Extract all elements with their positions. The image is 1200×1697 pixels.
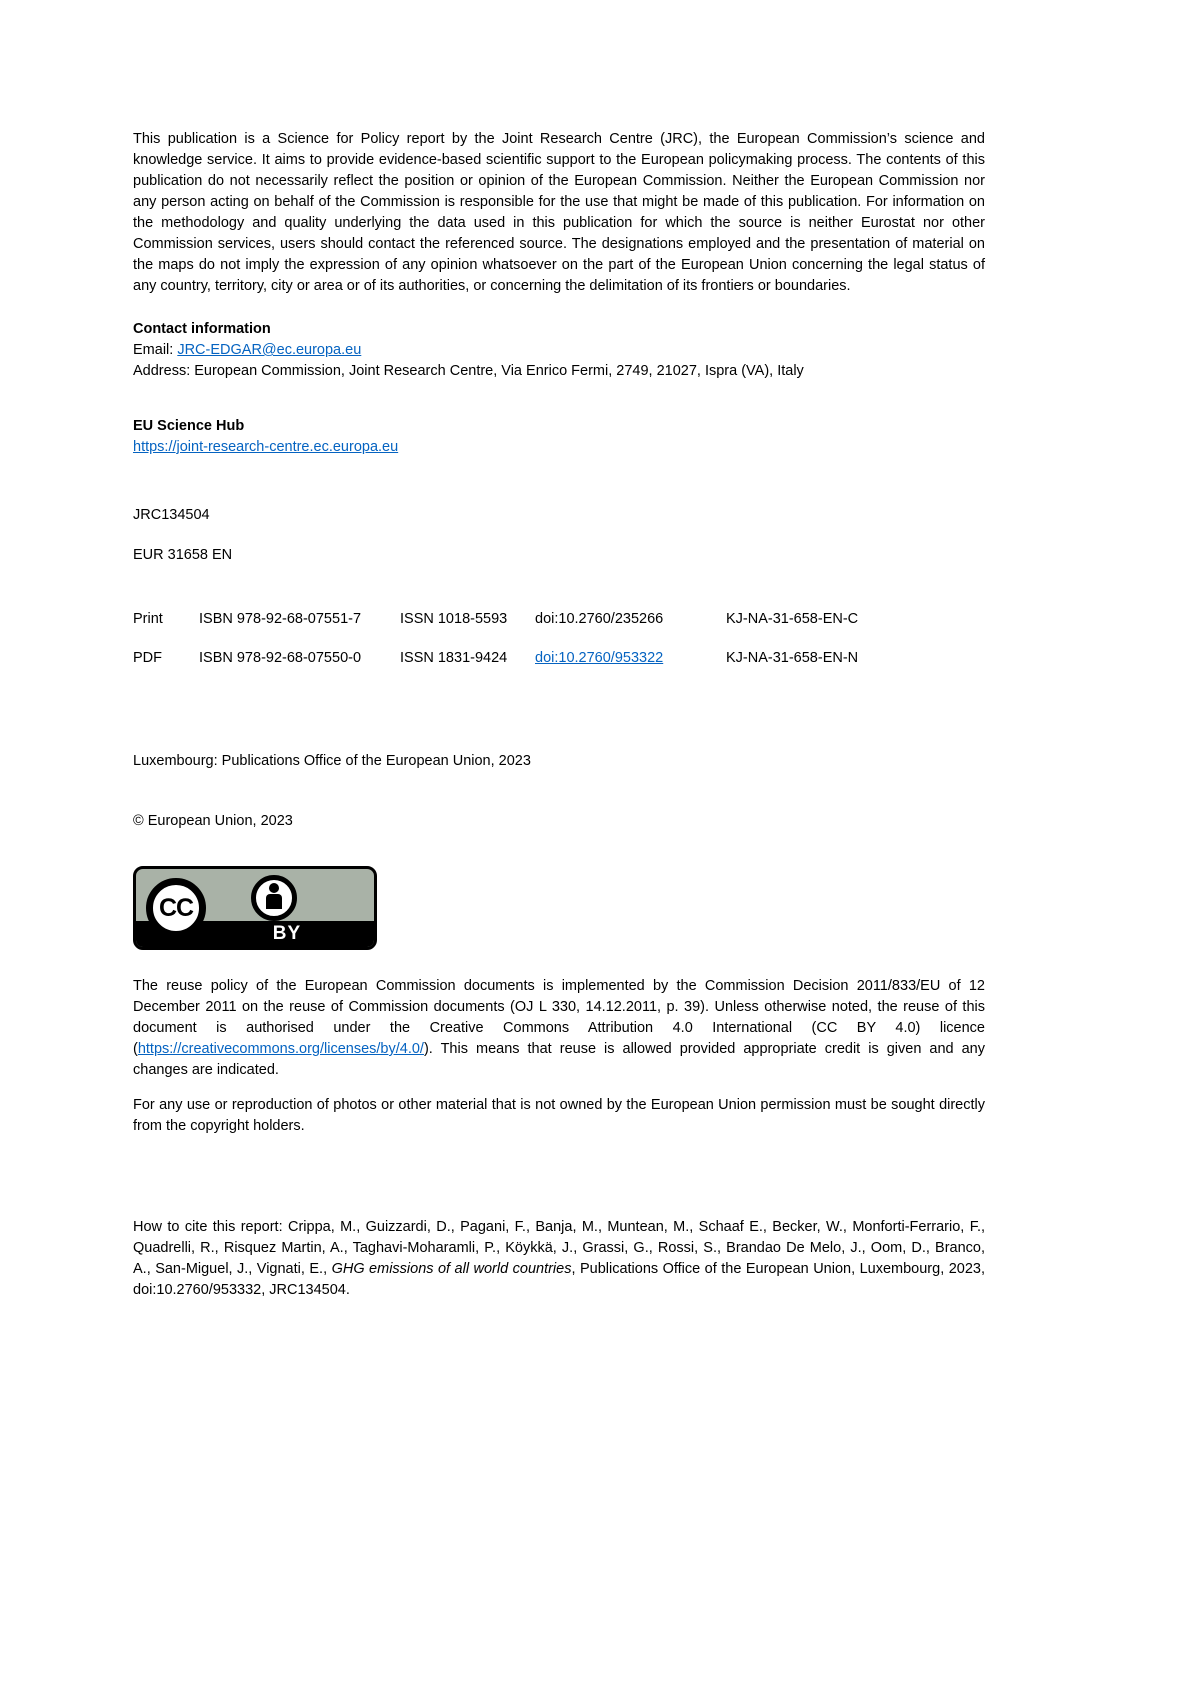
cc-icon: CC [146, 878, 206, 938]
doi-cell: doi:10.2760/235266 [535, 611, 664, 627]
cc-by-label: BY [272, 923, 302, 944]
page-content [133, 129, 985, 1301]
copyright-line: © European Union, 2023 [133, 813, 293, 829]
contact-email-line [133, 340, 985, 361]
eu-science-hub-line [133, 437, 985, 458]
email-label: Email: [133, 342, 178, 358]
format-cell: PDF [133, 650, 162, 666]
contact-address-line: Address: European Commission, Joint Research Centre, Via Enrico Fermi, 2749, 21027, Ispra (VA), Italy [133, 363, 804, 379]
citation-report-title: GHG emissions of all world countries [331, 1261, 572, 1277]
contact-heading: Contact information [133, 321, 271, 337]
citation-text [133, 1217, 985, 1301]
issn-cell: ISSN 1831-9424 [400, 650, 508, 666]
format-cell: Print [133, 611, 163, 627]
isbn-cell: ISBN 978-92-68-07550-0 [199, 650, 362, 666]
citation-after-title: , Publications Office of the European Union, Luxembourg, 2023, doi:10.2760/953332, JRC134504. [133, 1261, 985, 1298]
cc-license-link[interactable]: https://creativecommons.org/licenses/by/4.0/ [137, 1041, 424, 1057]
pdf-doi-link[interactable]: doi:10.2760/953322 [535, 650, 664, 666]
issn-cell: ISSN 1018-5593 [400, 611, 508, 627]
citation-before-title: How to cite this report: Crippa, M., Guizzardi, D., Pagani, F., Banja, M., Muntean, M., Schaaf E., Becker, W., Monforti-Ferrario, F., Quadrelli, R., Risquez Martin, A., Taghavi-Moharamli, P., Köykkä, J., Grassi, G., Rossi, S., Brandao De Melo, J., Oom, D., Branco, A., San-Miguel, J., Vignati, E., [133, 1219, 985, 1277]
publication-identifiers-table [133, 609, 985, 669]
reuse-text-after-link: ). This means that reuse is allowed provided appropriate credit is given and any changes are indicated. [133, 1041, 985, 1078]
eu-science-hub-heading: EU Science Hub [133, 418, 245, 434]
doi-cell [535, 648, 726, 669]
catalogue-number-cell: KJ-NA-31-658-EN-N [726, 650, 859, 666]
jrc-number: JRC134504 [133, 507, 210, 523]
eur-report-number: EUR 31658 EN [133, 547, 233, 563]
catalogue-number-cell: KJ-NA-31-658-EN-C [726, 611, 859, 627]
cc-by-badge [133, 866, 377, 950]
eu-science-hub-link[interactable]: https://joint-research-centre.ec.europa.eu [133, 439, 399, 455]
person-body-shape [266, 894, 282, 909]
isbn-cell: ISBN 978-92-68-07551-7 [199, 611, 362, 627]
disclaimer-text: This publication is a Science for Policy report by the Joint Research Centre (JRC), the European Commission’s science and knowledge service. It aims to provide evidence-based scientific support to the European policymaking process. The contents of this publication do not necessarily reflect the position or opinion of the European Commission. Neither the European Commission nor any person acting on behalf of the Commission is responsible for the use that might be made of this publication. For information on the methodology and quality underlying the data used in this publication for which the source is neither Eurostat nor other Commission services, users should contact the referenced source. The designations employed and the presentation of material on the maps do not imply the expression of any opinion whatsoever on the part of the European Union concerning the legal status of any country, territory, city or area or of its authorities, or concerning the delimitation of its frontiers or boundaries. [133, 131, 985, 294]
reuse-text-before-link: The reuse policy of the European Commission documents is implemented by the Commission Decision 2011/833/EU of 12 December 2011 on the reuse of Commission documents (OJ L 330, 14.12.2011, p. 39). Unless otherwise noted, the reuse of this document is authorised under the Creative Commons Attribution 4.0 International (CC BY 4.0) licence ( [133, 978, 985, 1057]
publisher-line: Luxembourg: Publications Office of the European Union, 2023 [133, 753, 531, 769]
contact-email-link[interactable]: JRC-EDGAR@ec.europa.eu [177, 342, 362, 358]
person-head-shape [269, 883, 279, 893]
person-icon [251, 875, 297, 921]
reuse-policy-text [133, 976, 985, 1081]
photo-permission-text: For any use or reproduction of photos or other material that is not owned by the European Union permission must be sought directly from the copyright holders. [133, 1097, 985, 1134]
